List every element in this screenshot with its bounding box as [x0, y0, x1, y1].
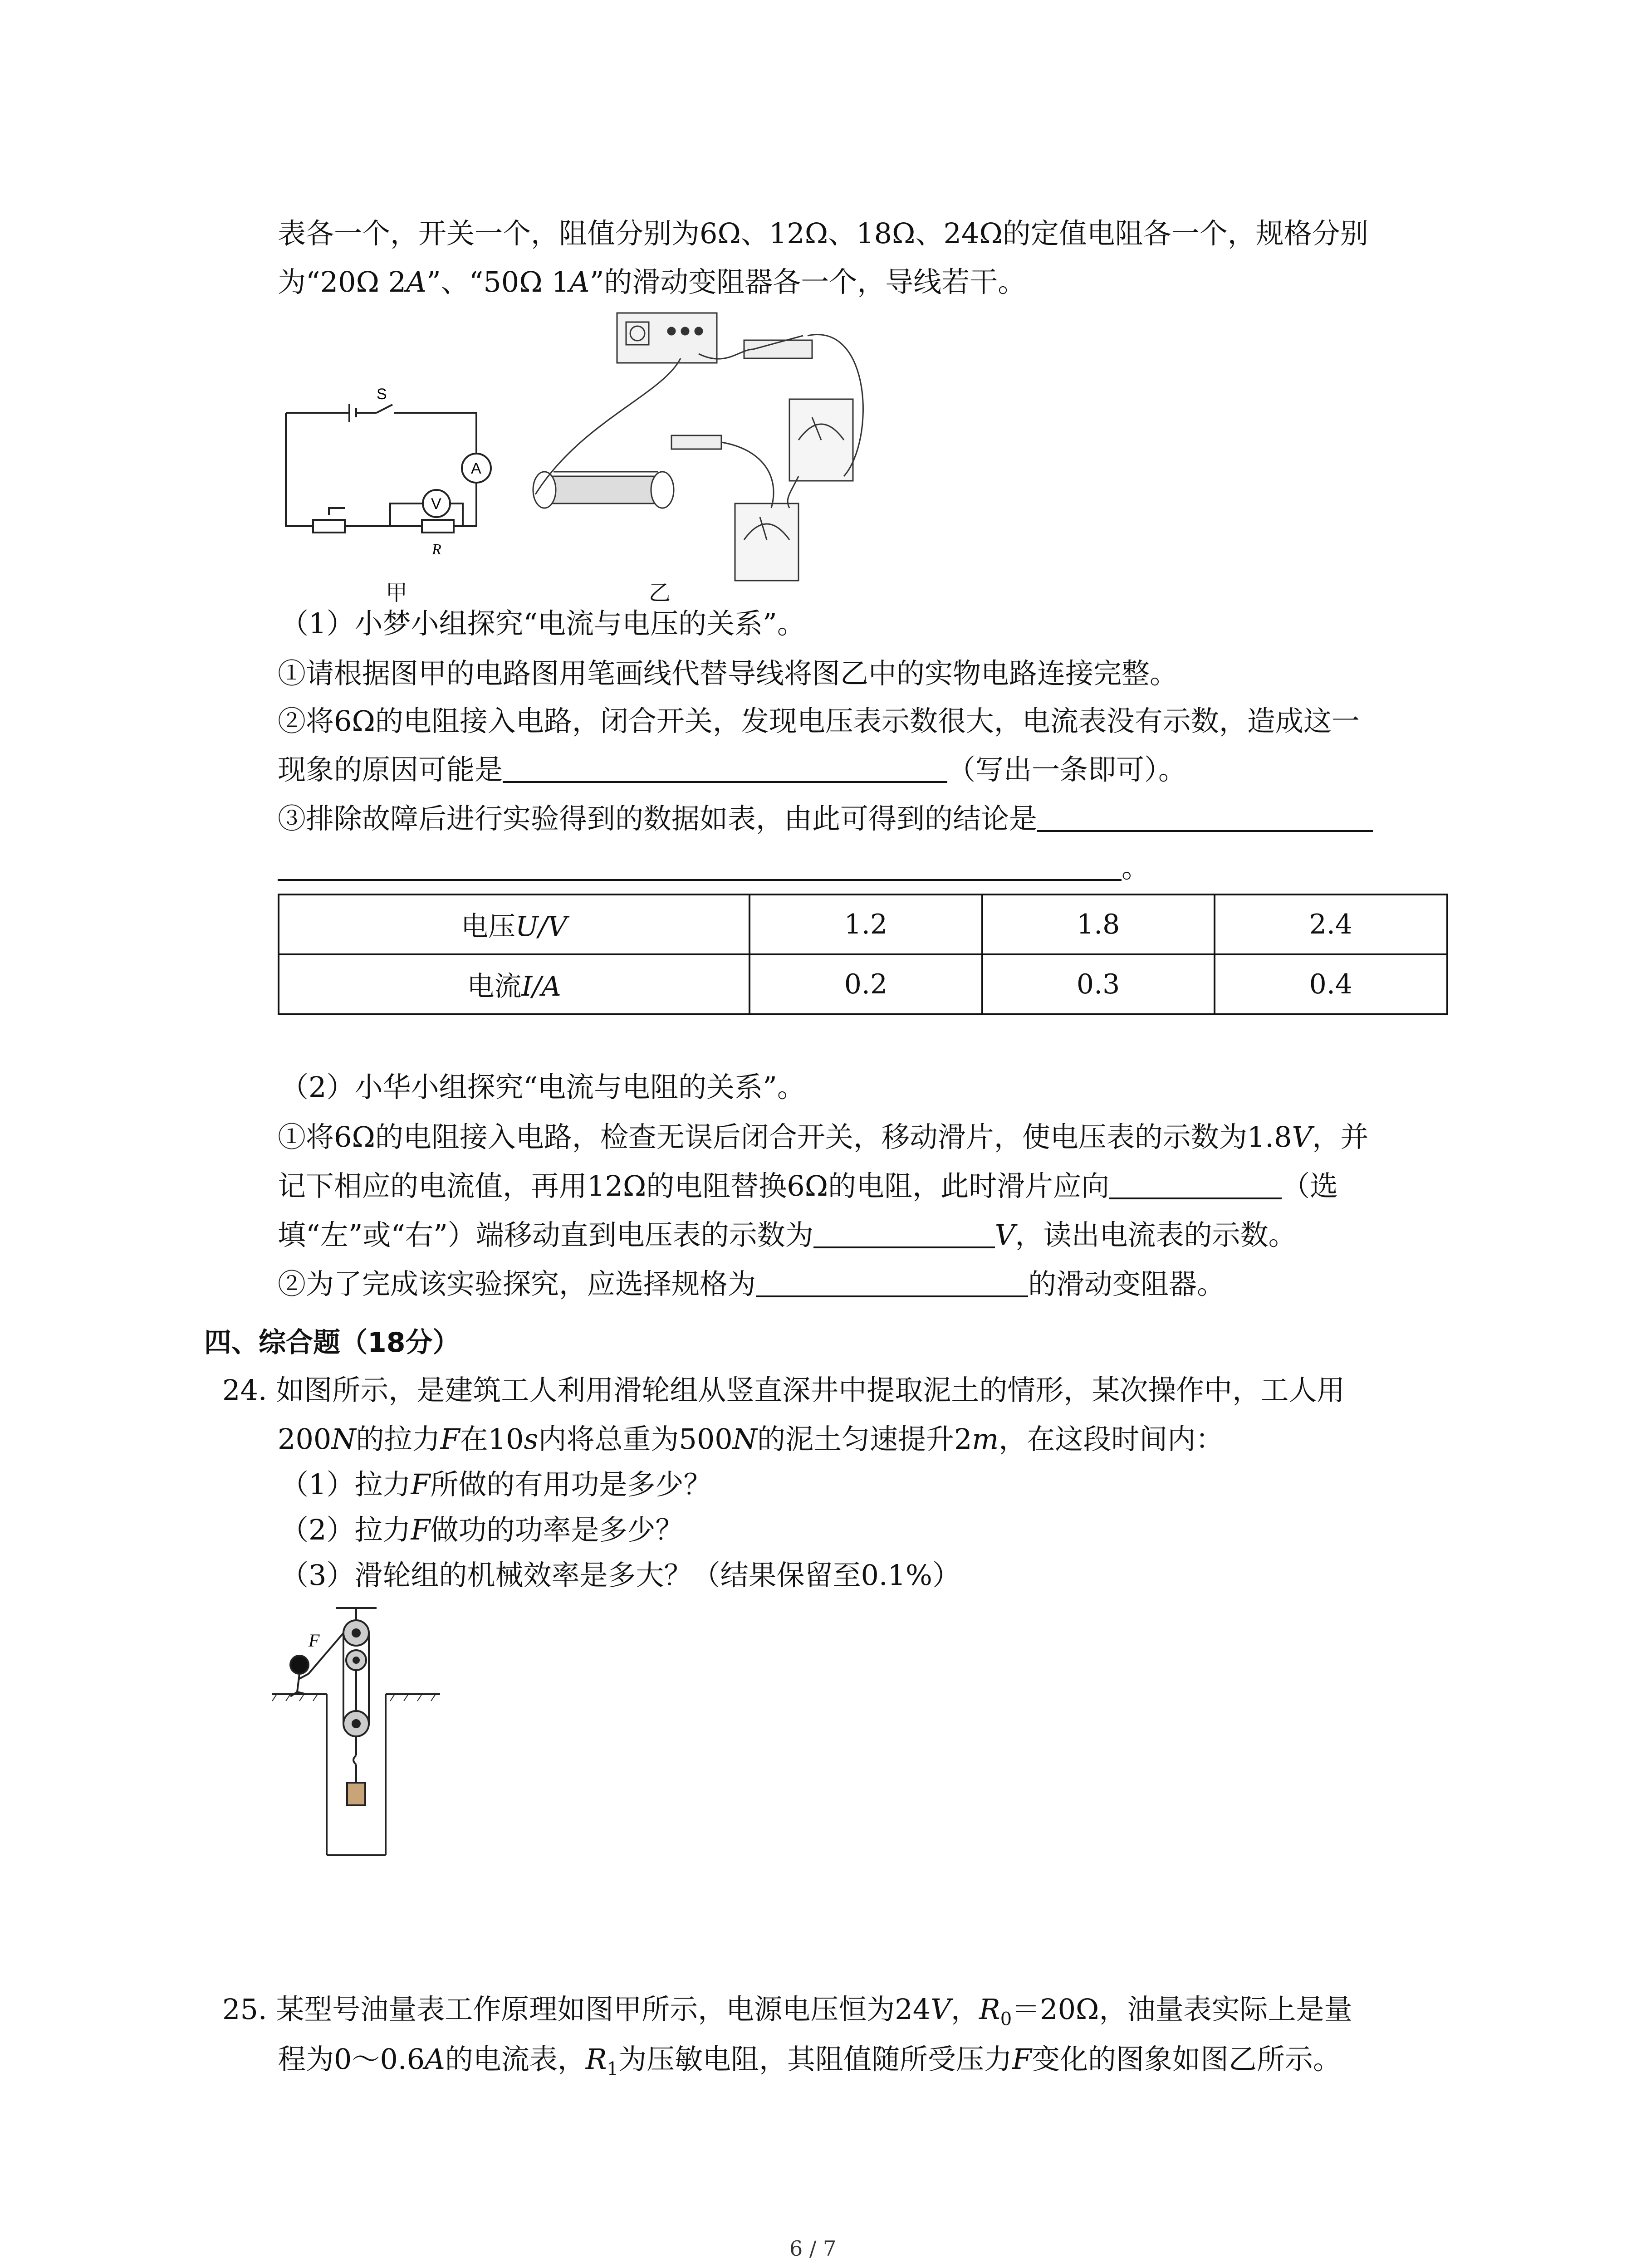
pulley-well-figure — [272, 1601, 454, 1860]
label-v: V — [431, 495, 441, 513]
table-cell: 1.2 — [749, 894, 982, 954]
part1-q3-line2: 。 — [278, 847, 1150, 888]
table-cell: 1.8 — [982, 894, 1215, 954]
caption-jia: 甲 — [386, 580, 408, 606]
answer-blank-direction[interactable] — [1109, 1169, 1282, 1199]
answer-blank-conclusion-1[interactable] — [1037, 802, 1373, 832]
table-row — [279, 954, 1447, 1014]
table-row — [279, 894, 1447, 954]
part2-q1-line2: 记下相应的电流值，再用12Ω的电阻替换6Ω的电阻，此时滑片应向 （选 — [278, 1169, 1338, 1202]
part2-q1-line1: ①将6Ω的电阻接入电路，检查无误后闭合开关，移动滑片，使电压表的示数为1.8V，并 — [278, 1120, 1369, 1154]
label-r: R — [432, 541, 441, 558]
answer-blank-fault-reason[interactable] — [503, 753, 947, 783]
part2-title: （2）小华小组探究“电流与电阻的关系”。 — [280, 1070, 805, 1104]
table-cell: 0.4 — [1215, 954, 1447, 1014]
caption-yi: 乙 — [649, 580, 671, 606]
row-header-current: 电流I/A — [279, 954, 749, 1014]
table-cell: 2.4 — [1215, 894, 1447, 954]
q24-line2: 200N的拉力F在10s内将总重为500N的泥土匀速提升2m，在这段时间内： — [278, 1422, 1224, 1456]
answer-blank-conclusion-2[interactable] — [278, 851, 1122, 881]
label-a: A — [471, 460, 481, 477]
part1-q3-line1: ③排除故障后进行实验得到的数据如表，由此可得到的结论是 — [278, 798, 1373, 839]
q24-line1: 24. 如图所示，是建筑工人利用滑轮组从竖直深井中提取泥土的情形，某次操作中，工人用 — [222, 1374, 1345, 1407]
section-4-title: 四、综合题（18分） — [204, 1327, 460, 1359]
q24-sub1: （1）拉力F所做的有用功是多少？ — [280, 1468, 712, 1501]
part1-q2-line1: ②将6Ω的电阻接入电路，闭合开关，发现电压表示数很大，电流表没有示数，造成这一 — [278, 704, 1360, 738]
intro-line-2: 为“20Ω 2A”、“50Ω 1A”的滑动变阻器各一个，导线若干。 — [278, 265, 1026, 298]
data-table — [278, 894, 1448, 1015]
q24-sub2: （2）拉力F做功的功率是多少？ — [280, 1513, 684, 1546]
part1-q1: ①请根据图甲的电路图用笔画线代替导线将图乙中的实物电路连接完整。 — [278, 657, 1178, 690]
answer-blank-voltage[interactable] — [813, 1218, 995, 1248]
table-cell: 0.2 — [749, 954, 982, 1014]
physical-circuit-yi — [526, 304, 898, 585]
answer-blank-rheostat-spec[interactable] — [756, 1267, 1028, 1297]
q24-sub3: （3）滑轮组的机械效率是多大？（结果保留至0.1%） — [280, 1559, 960, 1592]
label-s: S — [377, 386, 387, 403]
part1-q2-line2: 现象的原因可能是 （写出一条即可）。 — [278, 753, 1187, 786]
label-force-f: F — [309, 1630, 320, 1651]
part2-q1-line3: 填“左”或“右”）端移动直到电压表的示数为 V，读出电流表的示数。 — [278, 1218, 1297, 1251]
q25-line2: 程为0～0.6A的电流表，$R_1$为压敏电阻，其阻值随所受压力F变化的图象如图乙所示。 — [278, 2043, 1342, 2080]
circuit-diagram-jia — [272, 372, 508, 562]
intro-line-1: 表各一个，开关一个，阻值分别为6Ω、12Ω、18Ω、24Ω的定值电阻各一个，规格分别 — [278, 217, 1368, 250]
q25-line1: 25. 某型号油量表工作原理如图甲所示，电源电压恒为24V，$R_0=20\Omega$，油量表实际上是量 — [222, 1993, 1352, 2030]
part1-title: （1）小梦小组探究“电流与电压的关系”。 — [280, 607, 805, 640]
table-cell: 0.3 — [982, 954, 1215, 1014]
part2-q2: ②为了完成该实验探究，应选择规格为 的滑动变阻器。 — [278, 1267, 1225, 1300]
page-number: 6 / 7 — [789, 2236, 837, 2261]
row-header-voltage: 电压U/V — [279, 894, 749, 954]
